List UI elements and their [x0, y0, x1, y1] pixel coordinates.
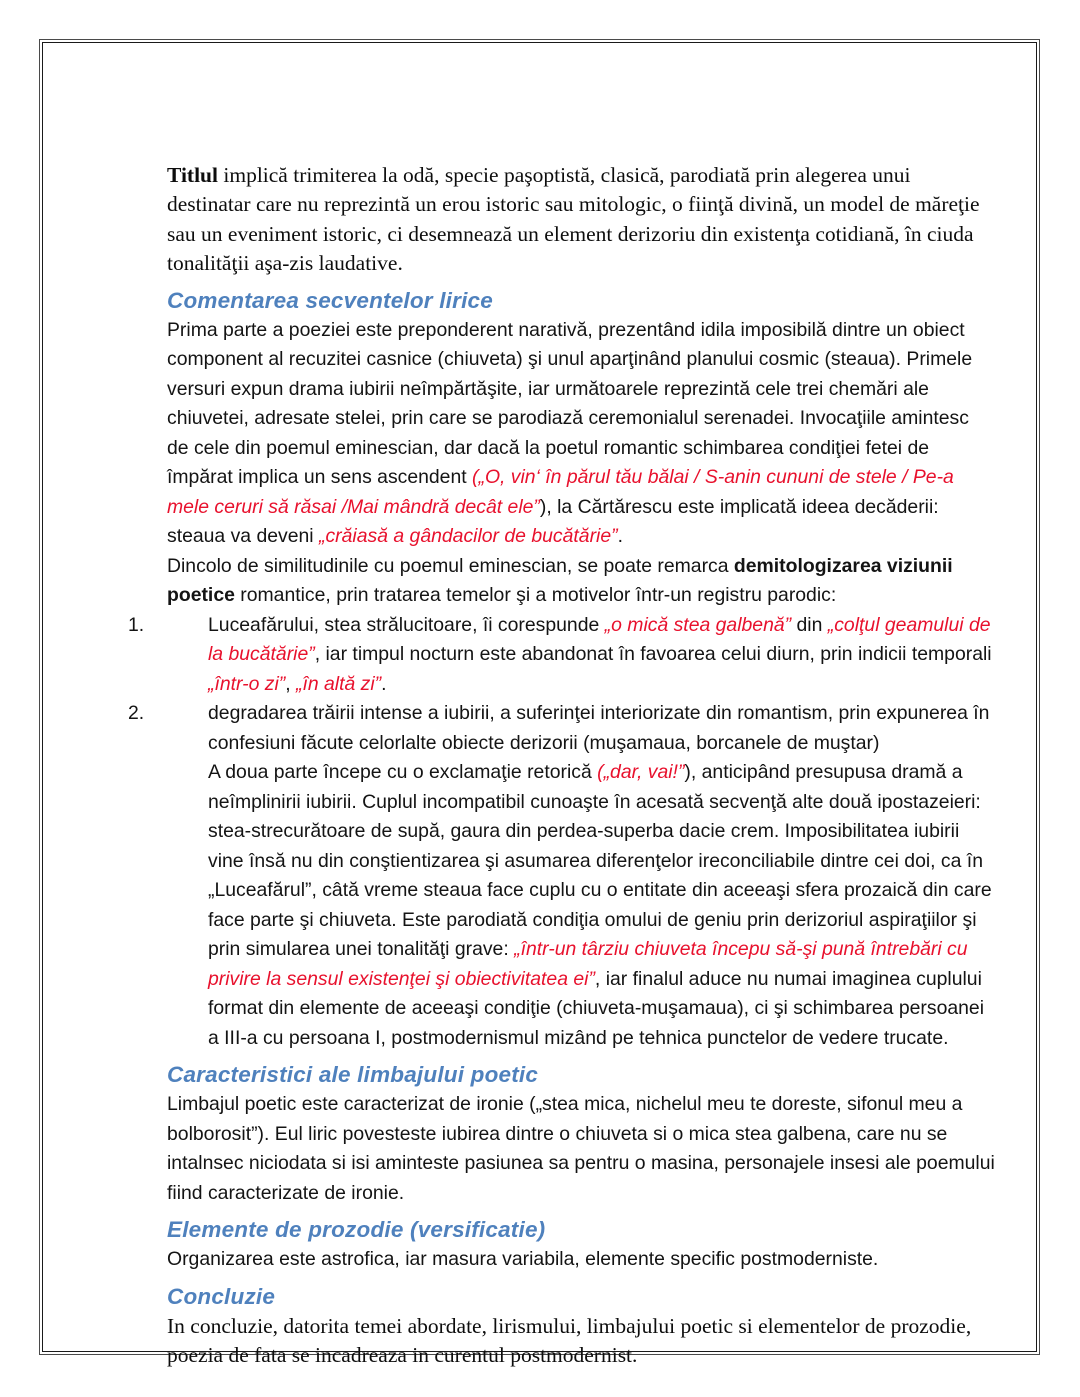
section-heading-prozodie: Elemente de prozodie (versificatie)	[167, 1217, 546, 1243]
document-content	[128, 161, 995, 1370]
quote-run: „în altă zi”	[296, 672, 382, 695]
title-lead-bold: Titlul	[167, 163, 218, 187]
list-item	[128, 611, 995, 700]
section-heading-caracteristici: Caracteristici ale limbajului poetic	[167, 1062, 539, 1088]
list-item-text	[208, 702, 989, 754]
list-item-continuation	[208, 758, 995, 1053]
bold-run: demitologizarea viziunii poetice	[167, 554, 953, 607]
text-run: , iar timpul nocturn este abandonat în favoarea celui diurn, prin indicii temporali	[314, 643, 992, 666]
text-run: Luceafărului, stea strălucitoare, îi corespunde	[208, 613, 605, 636]
paragraph-caracteristici	[167, 1090, 995, 1208]
text-run: Organizarea este astrofica, iar masura variabila, elemente specific postmoderniste.	[167, 1248, 879, 1271]
quote-run: „o mică stea galbenă”	[604, 613, 792, 636]
text-run: ), anticipând presupusa dramă a neîmplinirii iubirii. Cuplul incompatibil cunoaşte în acesată secvenţă alte două ipostazeieri: stea-strecurătoare de supă, gaura din perdea-superba dacie crem. Imposibilitatea iubirii vine însă nu din conştientizarea şi asumarea diferenţelor ireconciliabile dintre cei doi, ca în „Luceafărul”, câtă vreme steaua face cuplu cu o entitate din aceeaşi sfera prozaică din care face parte şi chiuveta. Este parodiată condiţia omului de geniu prin derizoriul aspiraţiilor şi prin simularea unei tonalităţi grave:	[208, 761, 992, 961]
list-item-number: 2.	[128, 702, 145, 725]
text-run: degradarea trăirii intense a iubirii, a suferinţei interiorizate din romantism, prin expunerea în confesiuni făcute celorlalte obiecte derizorii (muşamaua, borcanele de muştar)	[208, 702, 990, 754]
text-run: romantice, prin tratarea temelor şi a motivelor într-un registru parodic:	[234, 584, 837, 607]
list-item-number: 1.	[128, 613, 145, 636]
section-heading-comentarea: Comentarea secventelor lirice	[167, 287, 493, 313]
quote-run: („O, vin‘ în părul tău bălai / S-anin cununi de stele / Pe-a mele ceruri să răsai /Mai mândră decât ele”	[167, 466, 954, 518]
section-heading-concluzie: Concluzie	[167, 1283, 276, 1309]
text-run: , iar finalul aduce nu numai imaginea cuplului format din elemente de aceeaşi condiţie (chiuveta-muşamaua), ci şi schimbarea persoanei a III-a cu persoana I, postmodernismul mizând pe tehnica punctelor de vedere trucate.	[208, 967, 985, 1049]
title-paragraph-text: implică trimiterea la odă, specie paşoptistă, clasică, parodiată prin alegerea unui destinatar care nu reprezintă un erou istoric sau mitologic, o fiinţă divină, un model de măreţie sau un eveniment istoric, ci desemnează un element derizoriu din existenţa cotidiană, în ciuda tonalităţii aşa-zis laudative.	[167, 163, 980, 276]
parodic-register-list	[128, 611, 995, 1054]
text-run: Prima parte a poeziei este preponderent narativă, prezentând idila imposibilă dintre un obiect component al recuzitei casnice (chiuveta) şi unul aparţinând planului cosmic (steaua). Primele versuri expun drama iubirii neîmpărtăşite, iar următoarele reprezintă cele trei chemări ale chiuvetei, adresate stelei, prin care se parodiază ceremonialul serenadei. Invocaţiile amintesc de cele din poemul eminescian, dar dacă la poetul romantic schimbarea condiţiei fetei de împărat implica un sens ascendent	[167, 318, 973, 489]
quote-run: „într-o zi”	[208, 672, 286, 695]
paragraph-comentarea-1	[167, 316, 995, 552]
list-item-text	[208, 614, 992, 695]
page-border-frame	[42, 42, 1037, 1368]
text-run: ), la Cărtărescu este implicată ideea decăderii: steaua va deveni	[167, 495, 939, 548]
title-paragraph	[167, 161, 995, 279]
text-run: .	[381, 672, 387, 695]
text-run: A doua parte începe cu o exclamaţie retorică	[208, 761, 598, 784]
quote-run: „colţul geamului de la bucătărie”	[208, 613, 991, 666]
text-run: .	[617, 525, 623, 548]
text-run: Limbajul poetic este caracterizat de ironie („stea mica, nichelul meu te doreste, sifonul meu a bolborosit”). Eul liric povesteste iubirea dintre o chiuveta si o mica stea galbena, care nu se intalnsec niciodata si isi aminteste pasiunea sa pentru o masina, personajele insesi ale poemului fiind caracterizate de ironie.	[167, 1093, 995, 1204]
quote-run: „crăiasă a gândacilor de bucătărie”	[319, 525, 618, 548]
text-run: din	[791, 613, 828, 636]
quote-run: „într-un târziu chiuveta începu să-şi pună întrebări cu privire la sensul existenţei şi obiectivitatea ei”	[208, 938, 968, 990]
paragraph-prozodie	[167, 1245, 995, 1275]
list-item	[128, 699, 995, 1053]
text-run: ,	[285, 672, 296, 695]
text-run: Dincolo de similitudinile cu poemul eminescian, se poate remarca	[167, 554, 734, 577]
paragraph-concluzie: In concluzie, datorita temei abordate, lirismului, limbajului poetic si elementelor de prozodie, poezia de fata se incadreaza in curentul postmodernist.	[167, 1313, 972, 1368]
quote-run: („dar, vai!”	[597, 761, 685, 784]
paragraph-comentarea-2	[167, 552, 995, 611]
